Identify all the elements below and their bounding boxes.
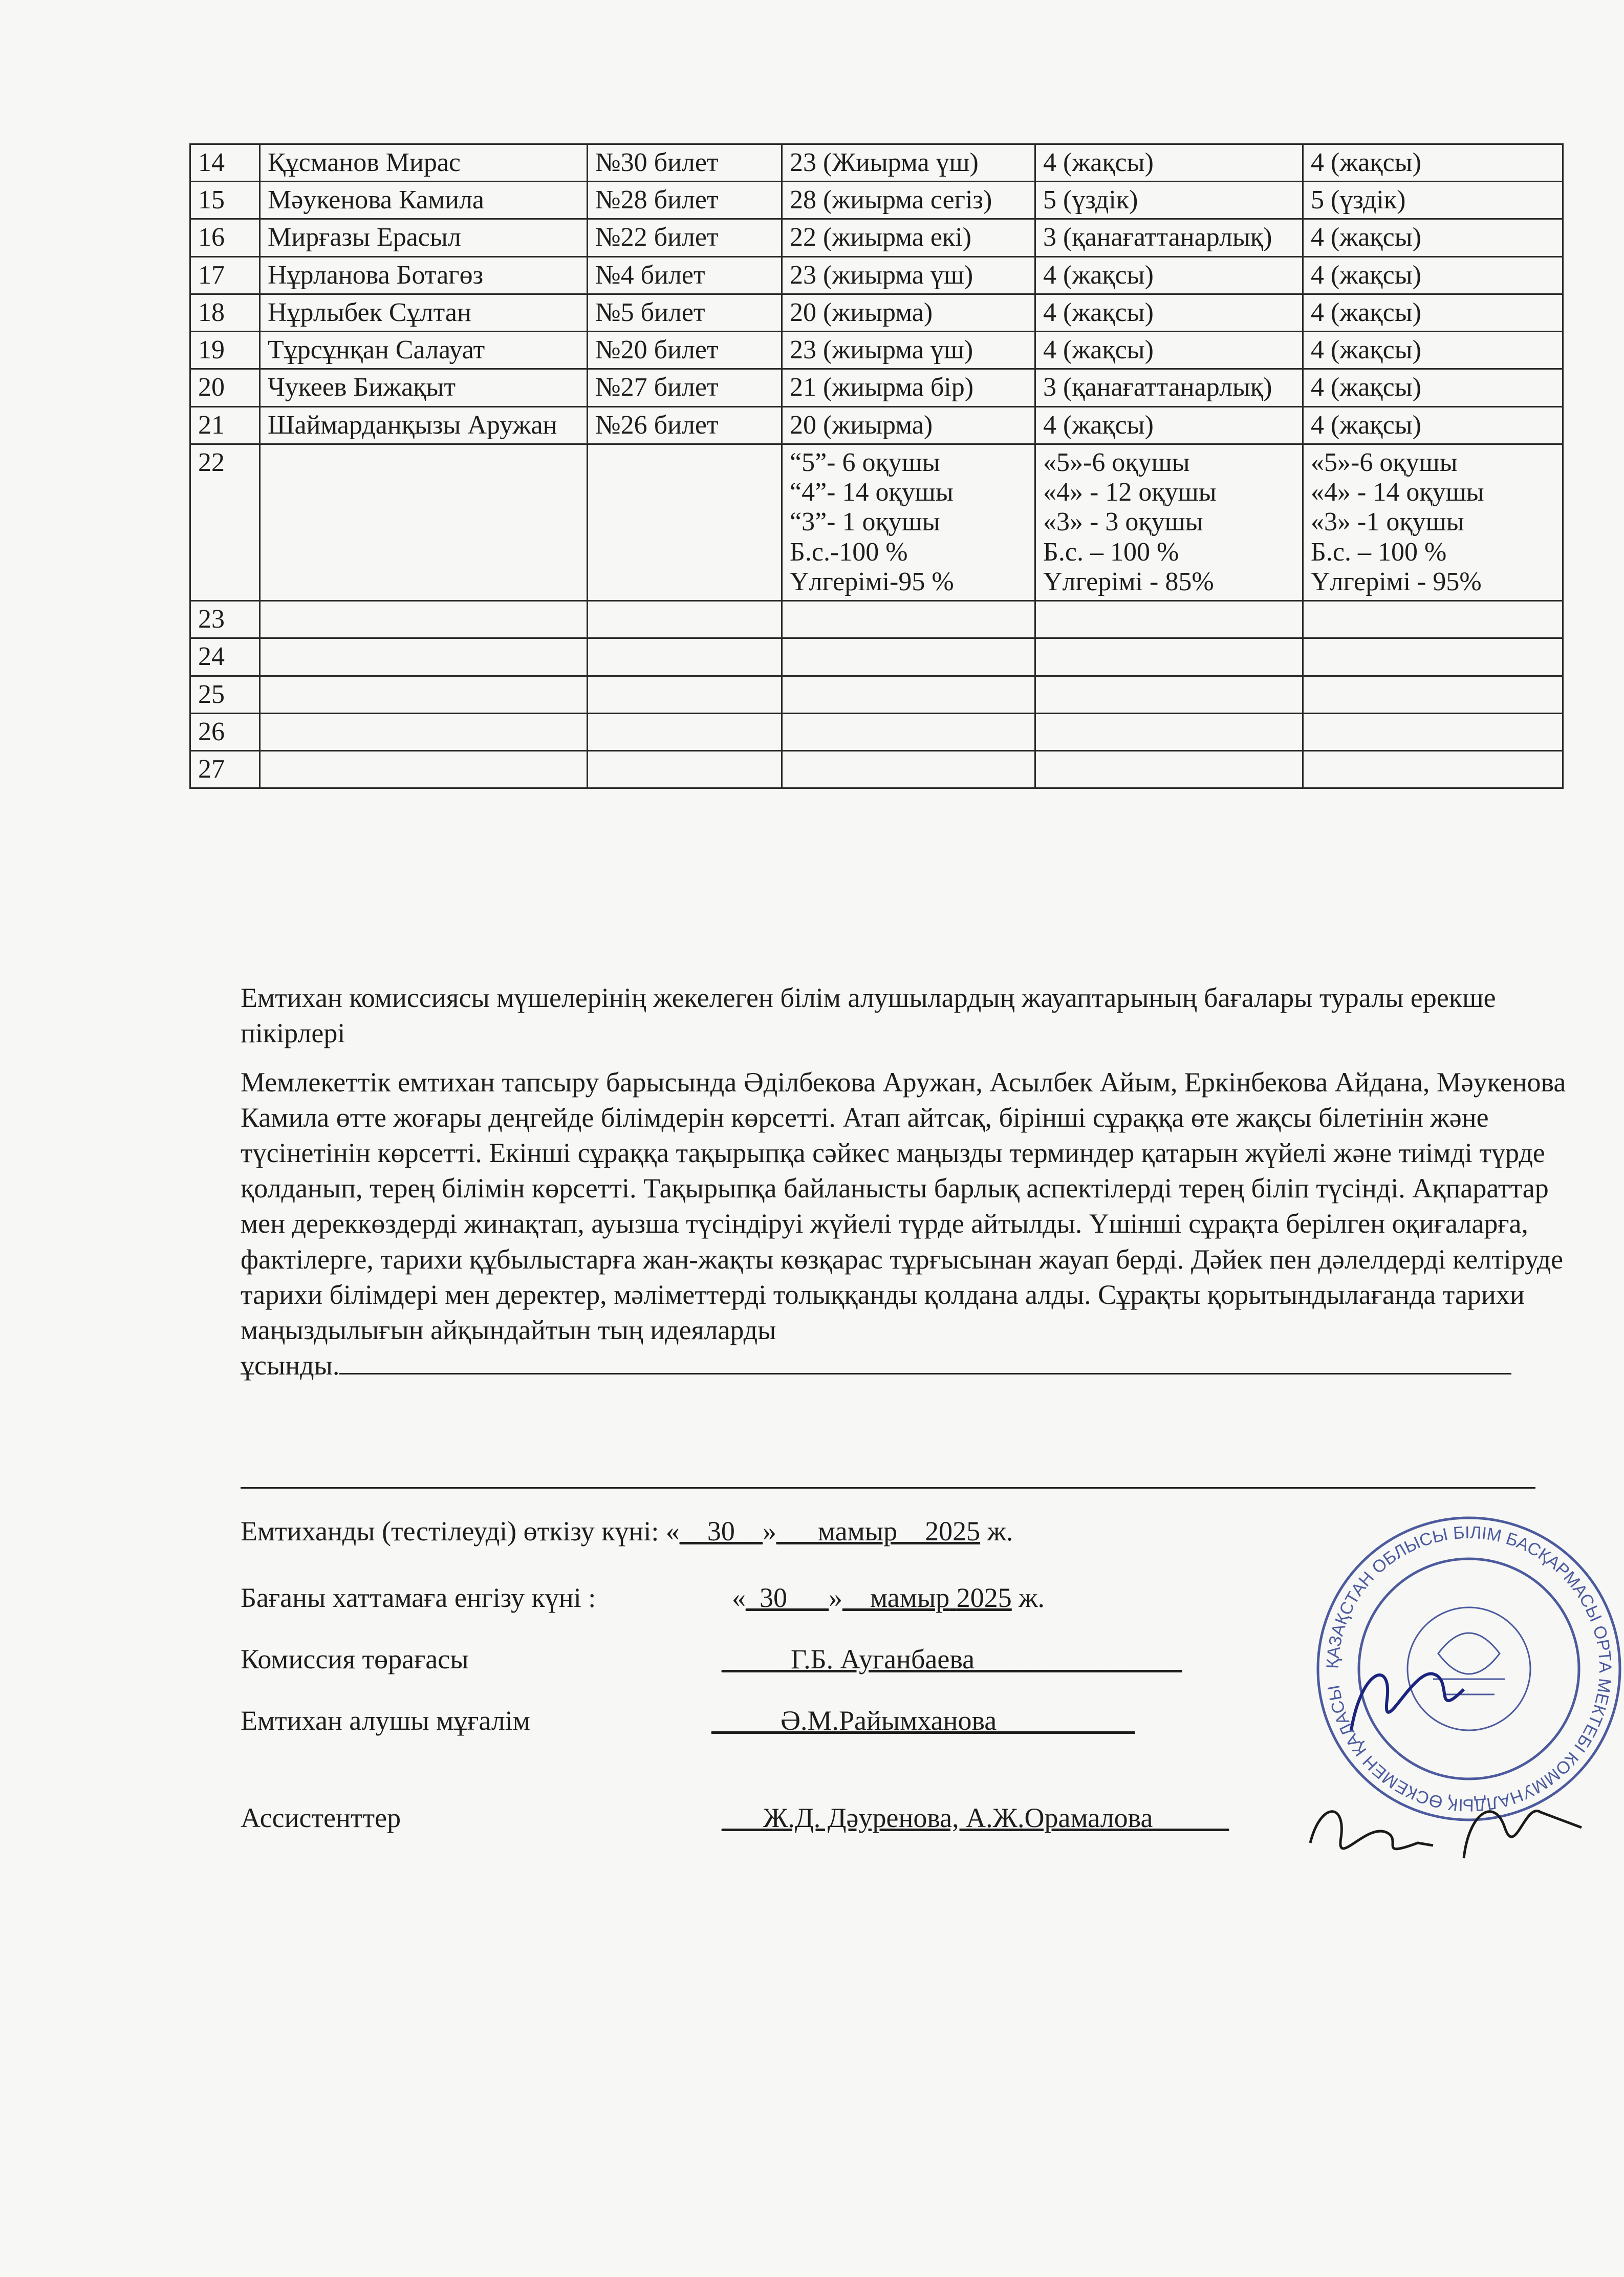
entry-date-label: Бағаны хаттамаға енгізу күні : (241, 1582, 596, 1613)
empty-row (190, 638, 1563, 676)
score: 23 (жиырма үш) (782, 256, 1035, 294)
table-row (190, 369, 1563, 406)
student-name: Мәукенова Камила (260, 182, 588, 219)
exam-date-label: Емтиханды (тестілеуді) өткізу күні: «__30__»___мамыр__2025 ж. (241, 1516, 1013, 1546)
score: 23 (Жиырма үш) (782, 144, 1035, 182)
grade-first: 4 (жақсы) (1035, 406, 1303, 444)
row-number: 23 (190, 601, 260, 638)
empty-row (190, 750, 1563, 788)
ticket-number: №30 билет (588, 144, 782, 182)
divider-line (241, 1487, 1535, 1489)
row-number: 15 (190, 182, 260, 219)
exam-date-month: мамыр (817, 1516, 898, 1546)
chair-label: Комиссия төрағасы (241, 1644, 469, 1674)
score: 28 (жиырма сегіз) (782, 182, 1035, 219)
ticket-number: №22 билет (588, 219, 782, 256)
grade-first: 4 (жақсы) (1035, 144, 1303, 182)
grade-first: 4 (жақсы) (1035, 294, 1303, 331)
ticket-number: №28 билет (588, 182, 782, 219)
grade-first: 4 (жақсы) (1035, 256, 1303, 294)
student-name: Чукеев Бижақыт (260, 369, 588, 406)
grade-final: 4 (жақсы) (1303, 369, 1563, 406)
summary-grade-final: «5»-6 оқушы «4» - 14 оқушы «3» -1 оқушы Б.с. – 100 % Үлгерімі - 95% (1303, 444, 1563, 600)
opinions-heading: Емтихан комиссиясы мүшелерінің жекелеген білім алушылардың жауаптарының бағалары туралы ерекше пікірлері (241, 982, 1496, 1049)
ticket-number: №4 билет (588, 256, 782, 294)
table-row (190, 406, 1563, 444)
summary-empty-cell (588, 444, 782, 600)
student-name: Нұрланова Ботагөз (260, 256, 588, 294)
ticket-number: №20 билет (588, 332, 782, 369)
row-number: 18 (190, 294, 260, 331)
table-row (190, 332, 1563, 369)
row-number: 27 (190, 750, 260, 788)
row-number: 14 (190, 144, 260, 182)
entry-date-day: 30 (760, 1582, 787, 1613)
exam-date-year: 2025 (925, 1516, 981, 1546)
ticket-number: №26 билет (588, 406, 782, 444)
grade-final: 4 (жақсы) (1303, 294, 1563, 331)
entry-date-month: мамыр (870, 1582, 950, 1613)
empty-row (190, 601, 1563, 638)
row-number: 20 (190, 369, 260, 406)
table-body (190, 144, 1563, 788)
table-row (190, 294, 1563, 331)
grade-final: 4 (жақсы) (1303, 144, 1563, 182)
summary-grade-first: «5»-6 оқушы «4» - 12 оқушы «3» - 3 оқушы Б.с. – 100 % Үлгерімі - 85% (1035, 444, 1303, 600)
row-number: 19 (190, 332, 260, 369)
grade-final: 5 (үздік) (1303, 182, 1563, 219)
stamp-text: ҚАЗАҚСТАН ОБЛЫСЫ БІЛІМ БАСҚАРМАСЫ ОРТА МЕКТЕБІ КОММУНАЛДЫҚ ӨСКЕМЕН ҚАЛАСЫ (1323, 1522, 1615, 1815)
entry-date-year: 2025 (956, 1582, 1012, 1613)
score: 22 (жиырма екі) (782, 219, 1035, 256)
row-number: 26 (190, 713, 260, 750)
ticket-number: №5 билет (588, 294, 782, 331)
blank-line (339, 1373, 1511, 1374)
row-number: 22 (190, 444, 260, 600)
table-row (190, 219, 1563, 256)
row-number: 25 (190, 676, 260, 713)
student-name: Құсманов Мирас (260, 144, 588, 182)
score: 21 (жиырма бір) (782, 369, 1035, 406)
student-name: Мирғазы Ерасыл (260, 219, 588, 256)
grades-table (189, 143, 1564, 789)
teacher-name: _____Ә.М.Райымханова__________ (711, 1705, 1135, 1736)
student-name: Тұрсұнқан Салауат (260, 332, 588, 369)
row-number: 17 (190, 256, 260, 294)
empty-row (190, 676, 1563, 713)
assistants-names: ___Ж.Д. Дәуренова, А.Ж.Орамалова _____ (722, 1802, 1229, 1833)
grade-final: 4 (жақсы) (1303, 256, 1563, 294)
grade-first: 3 (қанағаттанарлық) (1035, 369, 1303, 406)
assistants-label: Ассистенттер (241, 1802, 401, 1833)
grade-first: 5 (үздік) (1035, 182, 1303, 219)
entry-date-value: «_30___»__мамыр 2025 ж. (732, 1582, 1045, 1613)
grade-first: 3 (қанағаттанарлық) (1035, 219, 1303, 256)
row-number: 24 (190, 638, 260, 676)
table-row (190, 256, 1563, 294)
empty-row (190, 713, 1563, 750)
opinions-body (241, 1065, 1571, 1383)
ticket-number: №27 билет (588, 369, 782, 406)
row-number: 16 (190, 219, 260, 256)
assistant-signatures (1300, 1781, 1587, 1884)
row-number: 21 (190, 406, 260, 444)
chair-signature (1331, 1638, 1484, 1761)
teacher-label: Емтихан алушы мұғалім (241, 1705, 530, 1736)
table-row (190, 144, 1563, 182)
student-name: Шаймарданқызы Аружан (260, 406, 588, 444)
grade-final: 4 (жақсы) (1303, 406, 1563, 444)
grade-final: 4 (жақсы) (1303, 219, 1563, 256)
grade-final: 4 (жақсы) (1303, 332, 1563, 369)
exam-date-day: 30 (707, 1516, 735, 1546)
summary-score: “5”- 6 оқушы “4”- 14 оқушы “3”- 1 оқушы Б.с.-100 % Үлгерімі-95 % (782, 444, 1035, 600)
grade-first: 4 (жақсы) (1035, 332, 1303, 369)
opinions-text: Мемлекеттік емтихан тапсыру барысында Әділбекова Аружан, Асылбек Айым, Еркінбекова Айдана, Мәукенова Камила өтте жоғары деңгейде білімдерін көрсетті. Атап айтсақ, бірінші сұраққа өте жақсы білетінін және түсінетінін көрсетті. Екінші сұраққа тақырыпқа сәйкес маңызды терминдер қатарын жүйелі және тиімді түрде қолданып, терең білімін көрсетті. Тақырыпқа байланысты барлық аспектілерді терең біліп түсінді. Ақпараттар мен дереккөздерді жинақтап, ауызша түсіндіруі жүйелі түрде айтылды. Үшінші сұрақта берілген оқиғаларға, фактілерге, тарихи құбылыстарға жан-жақты көзқарас тұрғысынан жауап берді. Дәйек пен дәлелдерді келтіруде тарихи білімдері мен деректер, мәліметтерді толыққанды қолдана алды. Сұрақты қорытындылағанда тарихи маңыздылығын айқындайтын тың идеяларды (241, 1067, 1566, 1345)
score: 23 (жиырма үш) (782, 332, 1035, 369)
summary-empty-cell (260, 444, 588, 600)
score: 20 (жиырма) (782, 294, 1035, 331)
score: 20 (жиырма) (782, 406, 1035, 444)
opinions-last-word: ұсынды. (241, 1349, 340, 1381)
chair-name: _____Г.Б. Ауганбаева_______________ (722, 1644, 1182, 1674)
summary-row (190, 444, 1563, 600)
student-name: Нұрлыбек Сұлтан (260, 294, 588, 331)
table-row (190, 182, 1563, 219)
